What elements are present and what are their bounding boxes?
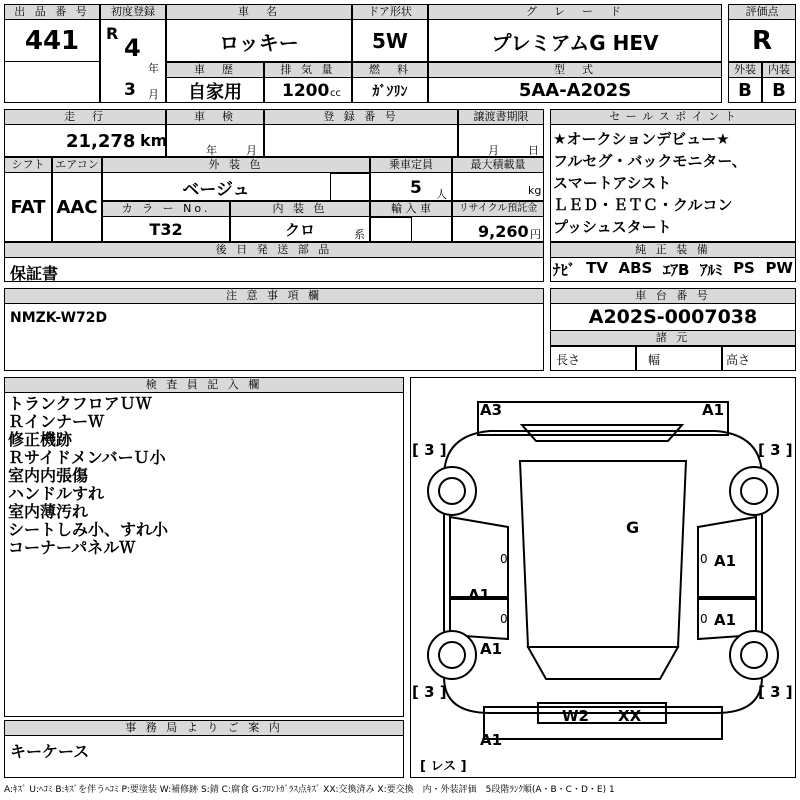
zero-mark: 0: [500, 612, 508, 626]
label-left-door: A1: [468, 586, 491, 604]
displacement-value: 1200: [282, 81, 330, 101]
era-value: R: [106, 24, 119, 43]
mileage-unit: km: [140, 131, 168, 150]
spare-mark: [ レス ]: [420, 759, 467, 774]
dims-label: 諸 元: [550, 330, 796, 346]
car-diagram: [410, 377, 796, 778]
label-left-front: A1: [480, 640, 503, 658]
selling-points-label: セ ー ル ス ポ イ ン ト: [550, 109, 796, 125]
label-rear-left: A3: [480, 401, 503, 419]
equipment-item: ｴｱB: [662, 261, 690, 279]
tire-mark-fl: [ 3 ]: [412, 683, 447, 701]
car-name-label: 車 名: [166, 4, 352, 20]
shift-label: シフト: [4, 157, 52, 173]
year-unit: 年: [148, 62, 159, 75]
equipment-item: PS: [733, 259, 755, 277]
lot-number-label: 出 品 番 号: [4, 4, 100, 20]
label-roof: G: [626, 518, 640, 537]
year-value: 4: [124, 34, 141, 62]
inspector-line: シートしみ小、すれ小: [8, 520, 169, 539]
grade-label: グ レ ー ド: [428, 4, 722, 20]
tire-mark-rl: [ 3 ]: [412, 441, 447, 459]
zero-mark: 0: [700, 552, 708, 566]
equipment-label: 純 正 装 備: [550, 242, 796, 258]
mileage-label: 走 行: [4, 109, 166, 125]
model-value: 5AA-A202S: [518, 80, 632, 101]
inspector-line: ハンドルすれ: [8, 484, 105, 503]
tire-mark-fr: [ 3 ]: [758, 683, 793, 701]
selling-point: フルセグ・バックモニター、: [553, 152, 747, 170]
equipment-item: ﾅﾋﾞ: [553, 261, 576, 279]
label-glass: W2: [562, 707, 589, 725]
chassis-value: A202S-0007038: [588, 306, 758, 328]
load-label: 最大積載量: [452, 157, 544, 173]
fuel-value: ｶﾞｿﾘﾝ: [372, 83, 408, 100]
office-value: キーケース: [10, 742, 90, 761]
interior-value: B: [772, 80, 786, 101]
inspector-line: 室内内張傷: [8, 466, 89, 485]
width-label: 幅: [648, 353, 661, 367]
reg-no-label: 登 録 番 号: [264, 109, 458, 125]
inspector-line: ＲサイドメンバーＵ小: [8, 448, 166, 467]
exterior-label: 外装: [728, 62, 762, 78]
tire-mark-rr: [ 3 ]: [758, 441, 793, 459]
ac-value: AAC: [56, 197, 98, 218]
import-label: 輸 入 車: [370, 201, 452, 217]
label-right-upper: A1: [714, 552, 737, 570]
color-no-label: カ ラ ー No.: [102, 201, 230, 217]
ext-color-value: ベージュ: [182, 179, 250, 200]
selling-point: スマートアシスト: [553, 174, 672, 192]
interior-label: 内装: [762, 62, 796, 78]
car-name-value: ロッキー: [219, 30, 299, 55]
front-window: [528, 647, 678, 679]
int-color-value: クロ: [284, 221, 315, 239]
chassis-label: 車 台 番 号: [550, 288, 796, 304]
equipment-item: PW: [765, 259, 793, 277]
body-outline: [444, 431, 762, 713]
zero-mark: 0: [700, 612, 708, 626]
capacity-value: 5: [410, 178, 422, 198]
history-value: 自家用: [188, 81, 242, 103]
height-label: 高さ: [726, 353, 751, 367]
later-parts-value: 保証書: [10, 264, 59, 283]
equipment-item: TV: [586, 259, 608, 277]
ext-color-side: [330, 173, 370, 201]
score-value: R: [751, 26, 773, 56]
mileage-value: 21,278: [66, 131, 136, 152]
notes-value: NMZK-W72D: [10, 310, 108, 326]
capacity-unit: 人: [436, 188, 447, 201]
inspector-line: トランクフロアＵＷ: [8, 394, 152, 413]
score-label: 評価点: [728, 4, 796, 20]
rear-window: [522, 425, 682, 441]
legend: A:ｷｽﾞ U:ﾍｺﾐ B:ｷｽﾞを伴うﾍｺﾐ P:要塗装 W:補修跡 S:錆 C:腐食 G:ﾌﾛﾝﾄｶﾞﾗｽ点ｷｽﾞ XX:交換済み X:要交換 内・外装評価 5段階ﾗﾝｸ順(A・B・C・D・E) 1: [4, 785, 615, 795]
inspection-label: 車 検: [166, 109, 264, 125]
month-unit: 月: [148, 88, 159, 101]
fuel-label: 燃 料: [352, 62, 428, 78]
history-label: 車 歴: [166, 62, 264, 78]
label-right-lower: A1: [714, 611, 737, 629]
notes-label: 注 意 事 項 欄: [4, 288, 544, 304]
transfer-label: 譲渡書期限: [458, 109, 544, 125]
transfer-day: 日: [528, 144, 539, 157]
recycle-label: リサイクル預託金: [452, 201, 544, 217]
inspection-year: 年: [206, 144, 217, 157]
displacement-label: 排 気 量: [264, 62, 352, 78]
color-no-value: T32: [149, 220, 183, 239]
length-label: 長さ: [556, 353, 581, 367]
month-value: 3: [124, 80, 136, 100]
shift-value: FAT: [10, 197, 46, 218]
capacity-label: 乗車定員: [370, 157, 452, 173]
lot-lower-box: [4, 61, 100, 103]
recycle-value: 9,260: [478, 222, 529, 241]
inspector-list: [8, 395, 168, 557]
roof-outline: [520, 461, 686, 647]
int-color-unit: 系: [354, 228, 365, 241]
model-label: 型 式: [428, 62, 722, 78]
equipment-item: ｱﾙﾐ: [699, 261, 723, 279]
selling-point: ＬＥＤ・ＥＴＣ・クルコン: [553, 196, 733, 214]
ac-label: エアコン: [52, 157, 102, 173]
displacement-unit: cc: [330, 88, 341, 99]
first-reg-label: 初度登録: [100, 4, 166, 20]
lot-number-value: 441: [24, 26, 80, 56]
inspector-line: 室内薄汚れ: [8, 502, 89, 521]
door-value: 5W: [372, 29, 408, 53]
inspection-month: 月: [246, 144, 257, 157]
equipment-item: ABS: [618, 259, 653, 277]
grade-value: プレミアムG HEV: [491, 30, 659, 55]
zero-mark: 0: [500, 552, 508, 566]
label-front-bumper: A1: [480, 731, 503, 749]
door-label: ドア形状: [352, 4, 428, 20]
import-cell-a: [370, 217, 412, 242]
inspector-line: 修正機跡: [8, 430, 73, 449]
load-unit: kg: [528, 184, 542, 197]
int-color-label: 内 装 色: [230, 201, 370, 217]
selling-point: ★オークションデビュー★: [553, 130, 730, 148]
inspector-label: 検 査 員 記 入 欄: [4, 377, 404, 393]
recycle-unit: 円: [530, 228, 541, 241]
office-label: 事 務 局 よ り ご 案 内: [4, 720, 404, 736]
inspector-line: コーナーパネルＷ: [8, 538, 136, 557]
selling-point: プッシュスタート: [553, 218, 672, 236]
exterior-value: B: [738, 80, 752, 101]
transfer-month: 月: [488, 144, 499, 157]
inspector-line: ＲインナーＷ: [8, 412, 105, 431]
equipment-list: [553, 259, 793, 280]
later-parts-label: 後 日 発 送 部 品: [4, 242, 544, 258]
ext-color-label: 外 装 色: [102, 157, 370, 173]
label-rear-right: A1: [702, 401, 725, 419]
label-grille: XX: [618, 707, 642, 725]
selling-points-list: [553, 128, 747, 238]
